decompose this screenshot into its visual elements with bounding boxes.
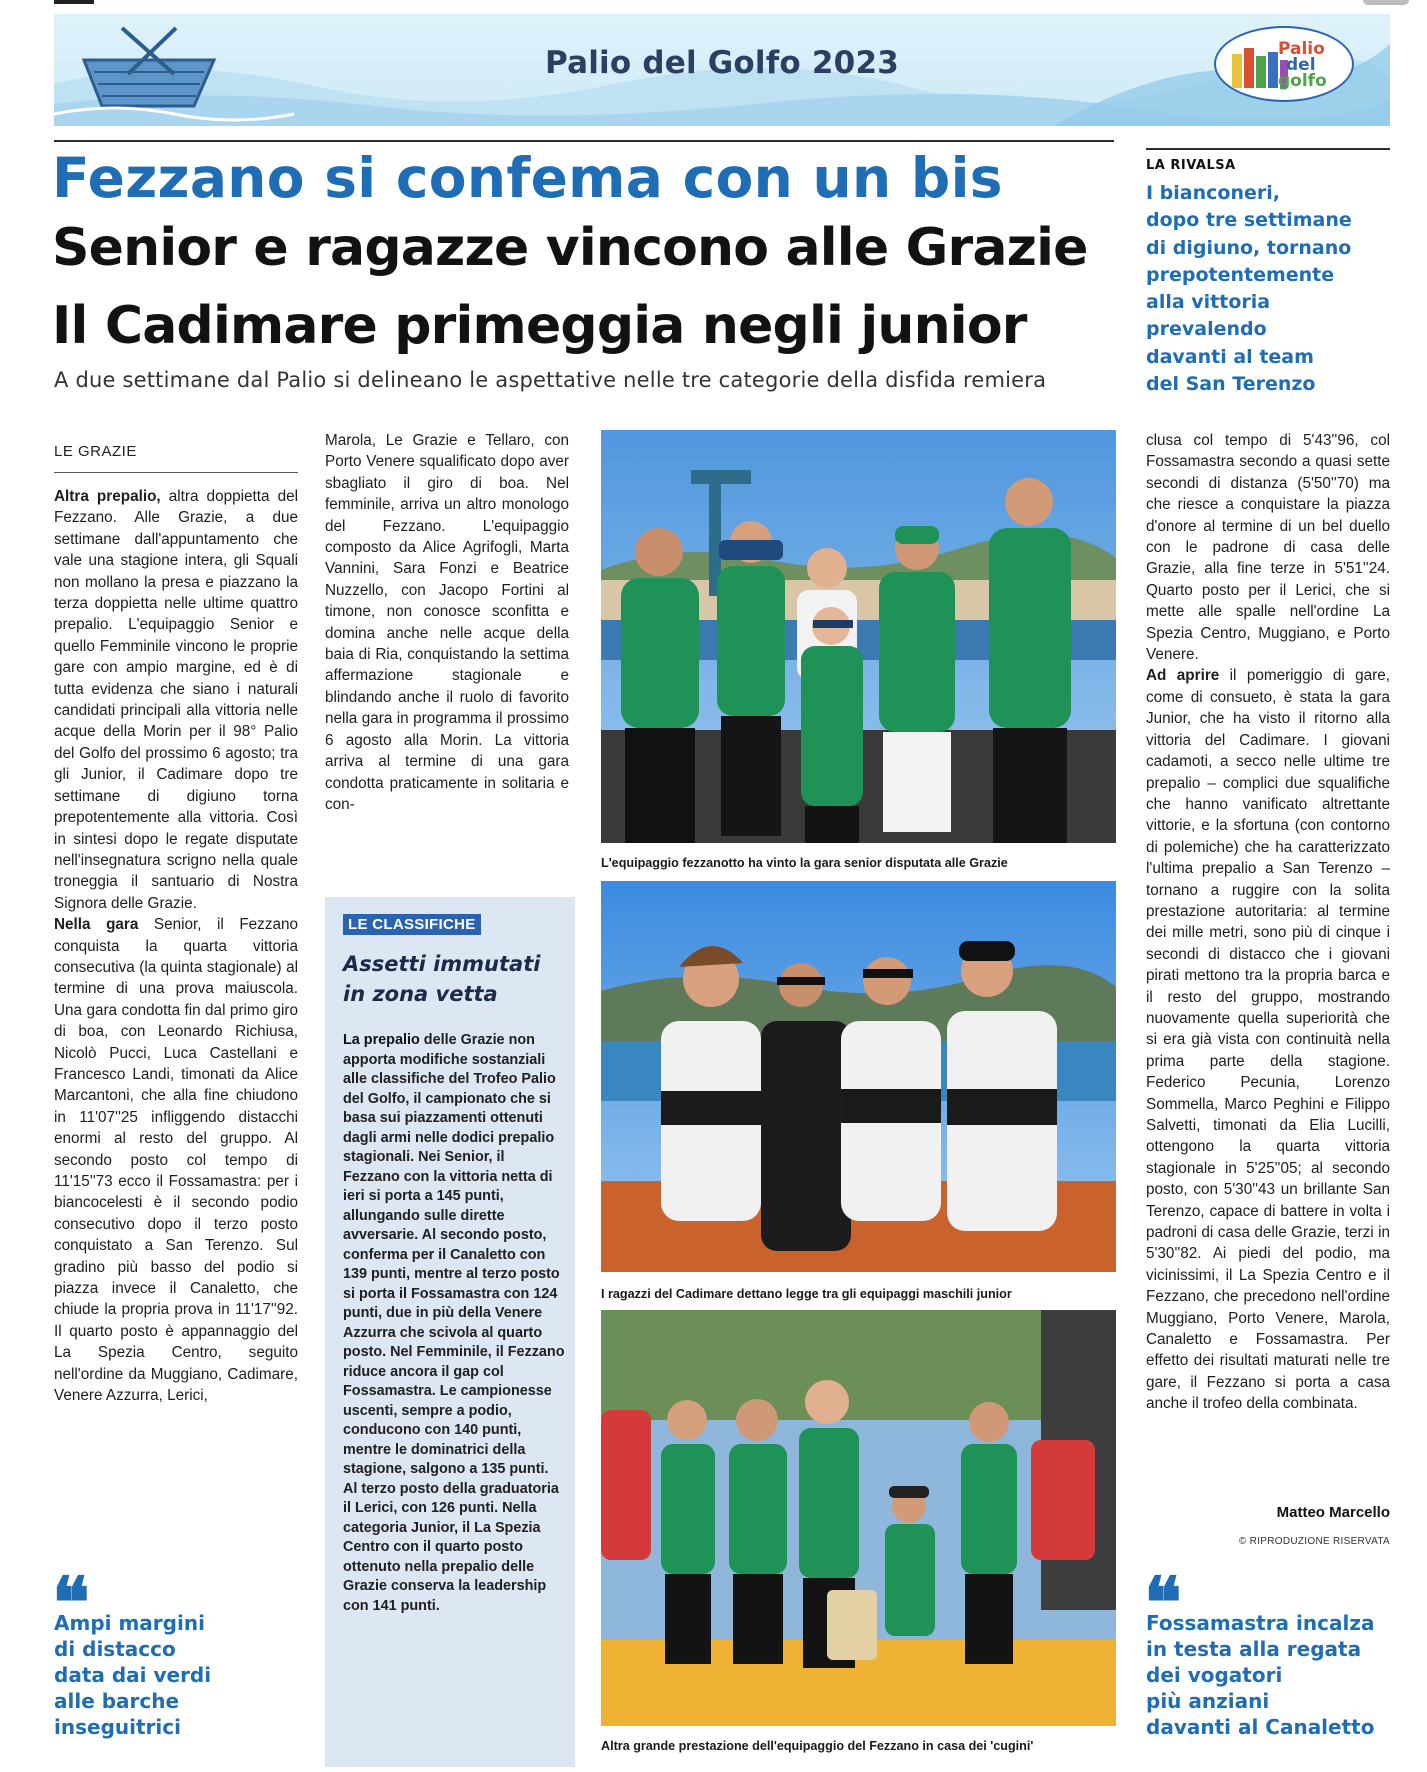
classifiche-body: delle Grazie non apporta modifiche sostanziali alle classifiche del Trofeo Palio del Golfo, il campionato che si basa sui piazzamenti ottenuti dagli armi nelle dodici prepalio stagionali. Nei Senior, il Fezzano con la vittoria netta di ieri si porta a 145 punti, allungando sulle dirette avversarie. Al secondo posto, conferma per il Canaletto con 139 punti, mentre al terzo posto si porta il Fossamastra con 124 punti, due in più della Venere Azzurra che scivola al quarto posto. Nel Femminile, il Fezzano riduce ancora il gap col Fossamastra. Le campionesse uscenti, sempre a podio, conducono con 140 punti, mentre le dominatrici della stagione, salgono a 135 punti. Al terzo posto della graduatoria il Lerici, con 126 punti. Nella categoria Junior, il La Spezia Centro con il quarto posto ottenuto nella prepalio delle Grazie conserva la leadership con 141 punti. <box>343 1032 565 1614</box>
paragraph-text: Senior, il Fezzano conquista la quarta vittoria consecutiva (la quinta stagionale) al termine di una prova maiuscola. Una gara condotta fin dal primo giro di boa, con Leonardo Richiusa, Nicolò Pucci, Luca Castellani e Francesco Landi, timonati da Alice Marcantoni, che alla fine chiudono in 11'07''25 infliggendo distacchi enormi al resto del gruppo. Al secondo posto col tempo di 11'15''73 ecco il Fossamastra: per i biancocelesti è il secondo podio consecutivo dopo il terzo posto conquistato a San Terenzo. Sul gradino più basso del podio si piazza invece il Canaletto, che chiude la propria prova in 11'17''92. Il quarto posto è appannaggio del La Spezia Centro, seguito nell'ordine da Muggiano, Cadimare, Venere Azzurra, Lerici, <box>54 916 299 1405</box>
pull-quote-right: Fossamastra incalza in testa alla regata dei vogatori più anziani davanti al Canaletto <box>1146 1611 1375 1739</box>
photo-caption-1: L'equipaggio fezzanotto ha vinto la gara senior disputata alle Grazie <box>601 856 1008 870</box>
page-top-strip <box>0 0 1427 6</box>
paragraph-lead: Altra prepalio, <box>54 488 161 505</box>
article-column-1 <box>54 486 298 1406</box>
main-headline: Fezzano si confema con un bis <box>52 146 1003 210</box>
section-banner <box>54 14 1390 126</box>
paragraph-text: altra doppietta del Fezzano. Alle Grazie, a due settimane dall'appuntamento che vale una stagione intera, gli Squali non mollano la presa e piazzano la terza doppietta nelle ultime quattro prepalio. L'equipaggio Senior e quello Femminile vincono le proprie gare con ampio margine, ed è di tutta evidenza che siano i naturali candidati principali alla vittoria nelle acque della Morin per il 98° Palio del Golfo del prossimo 6 agosto; tra gli Junior, il Cadimare dopo tre settimane di digiuno torna prepotentemente alla vittoria. Così in sintesi dopo le regate disputate nell'insegnatura scrigno nella quale troneggia il santuario di Nostra Signora delle Grazie. <box>54 488 298 912</box>
logo-word-3: golfo <box>1278 71 1327 91</box>
article-paragraph <box>54 914 298 1406</box>
photo-fezzano-senior <box>601 430 1116 843</box>
paragraph-text: clusa col tempo di 5'43''96, col Fossamastra secondo a quasi sette secondi di distanza (5'50''70) ma che riesce a conquistare la piazza d'onore al termine di un bel duello con le padrone di casa delle Grazie, alla fine terze in 5'51''24. Quarto posto per il Lerici, che si mette alle spalle nell'ordine La Spezia Centro, Muggiano, e Porto Venere. <box>1146 432 1390 664</box>
sidebar-top-rule <box>1146 148 1390 150</box>
article-paragraph <box>1146 665 1390 1414</box>
article-paragraph <box>54 486 298 914</box>
logo-word-1: Palio <box>1278 39 1325 59</box>
sidebar-summary: I bianconeri, dopo tre settimane di digiuno, tornano prepotentemente alla vittoria prevalendo davanti al team del San Terenzo <box>1146 182 1352 396</box>
sidebar-kicker: LA RIVALSA <box>1146 158 1236 173</box>
paragraph-lead: Nella gara <box>54 916 139 934</box>
byline: Matteo Marcello <box>1276 1504 1390 1521</box>
paragraph-text: il pomeriggio di gare, come di consueto, è stata la gara Junior, che ha visto il ritorno alla vittoria del Cadimare. I giovani cadamoti, a secco nelle ultime tre prepalio – complici due squalifiche che hanno vanificato altrettante vittorie, e la sfortuna (con contorno di polemiche) che ha caratterizzato l'ultima prepalio a San Terenzo – tornano a ruggire con la solita prestazione autoritaria: al termine dei mille metri, sono più di cinque i secondi di distacco che i giovani pirati mettono tra la propria barca e il resto del gruppo, mostrando nuovamente quella superiorità che si era già vista con continuità nella prima parte della stagione. Federico Pecunia, Lorenzo Sommella, Marco Peghini e Filippo Salvetti, timonati da Elia Lucilli, ottengono la quarta vittoria stagionale in 5'25''05; al secondo posto, con 5'30''43 un brillante San Terenzo, capace di battere in volta i padroni di casa delle Grazie, terzi in 5'30''82. Ai piedi del podio, ma vicinissimi, il La Spezia Centro e il Fezzano, che precedono nell'ordine Muggiano, Porto Venere, Marola, Canaletto e Fossamastra. Per effetto dei risultati maturati nelle tre gare, il Fezzano si porta a casa anche il trofeo della combinata. <box>1146 667 1391 1413</box>
banner-title: Palio del Golfo 2023 <box>544 45 899 81</box>
page-number-mark <box>54 0 94 4</box>
photo-caption-2: I ragazzi del Cadimare dettano legge tra gli equipaggi maschili junior <box>601 1287 1012 1301</box>
paragraph-lead: Ad aprire <box>1146 667 1220 685</box>
standfirst: A due settimane dal Palio si delineano le aspettative nelle tre categorie della disfida remiera <box>54 368 1047 392</box>
classifiche-label: LE CLASSIFICHE <box>343 914 481 935</box>
headline-top-rule <box>54 140 1114 142</box>
pull-quote-left: Ampi margini di distacco data dai verdi alle barche inseguitrici <box>54 1611 212 1739</box>
classifiche-box <box>325 897 575 1767</box>
copyright-note: © RIPRODUZIONE RISERVATA <box>1238 1536 1390 1547</box>
article-column-4 <box>1146 430 1390 1415</box>
article-paragraph <box>1146 430 1390 665</box>
photo-caption-3: Altra grande prestazione dell'equipaggio del Fezzano in casa dei 'cugini' <box>601 1739 1034 1753</box>
photo-cadimare-junior <box>601 881 1116 1272</box>
article-paragraph: Marola, Le Grazie e Tellaro, con Porto Venere squalificato dopo aver sbagliato il giro di boa. Nel femminile, arriva un altro monologo del Fezzano. L'equipaggio composto da Alice Agrifogli, Marta Vannini, Sara Fonzi e Beatrice Nuzzello, con Jacopo Fortini al timone, non conosce sconfitta e domina anche nelle acque della baia di Ria, conquistando la settima affermazione stagionale e blindando anche il ruolo di favorito nella gara in programma il prossimo 6 agosto alla Morin. La vittoria arriva al termine di una gara condotta praticamente in solitaria e con- <box>325 432 569 813</box>
section-label-rule <box>54 472 298 473</box>
deck-headline-2: Il Cadimare primeggia negli junior <box>52 296 1027 356</box>
palio-logo <box>1214 26 1354 102</box>
quote-icon: ❝ <box>1144 1561 1182 1644</box>
classifiche-lead: La prepalio <box>343 1032 420 1048</box>
quote-icon: ❝ <box>52 1561 90 1644</box>
logo-word-2: del <box>1286 55 1316 75</box>
article-column-2 <box>325 430 569 815</box>
deck-headline-1: Senior e ragazze vincono alle Grazie <box>52 218 1088 278</box>
top-right-mark <box>1363 0 1409 5</box>
photo-fezzano-femminile <box>601 1310 1116 1726</box>
section-label: LE GRAZIE <box>54 443 137 460</box>
classifiche-title: Assetti immutati in zona vetta <box>343 952 541 1006</box>
classifiche-text <box>343 1031 565 1616</box>
